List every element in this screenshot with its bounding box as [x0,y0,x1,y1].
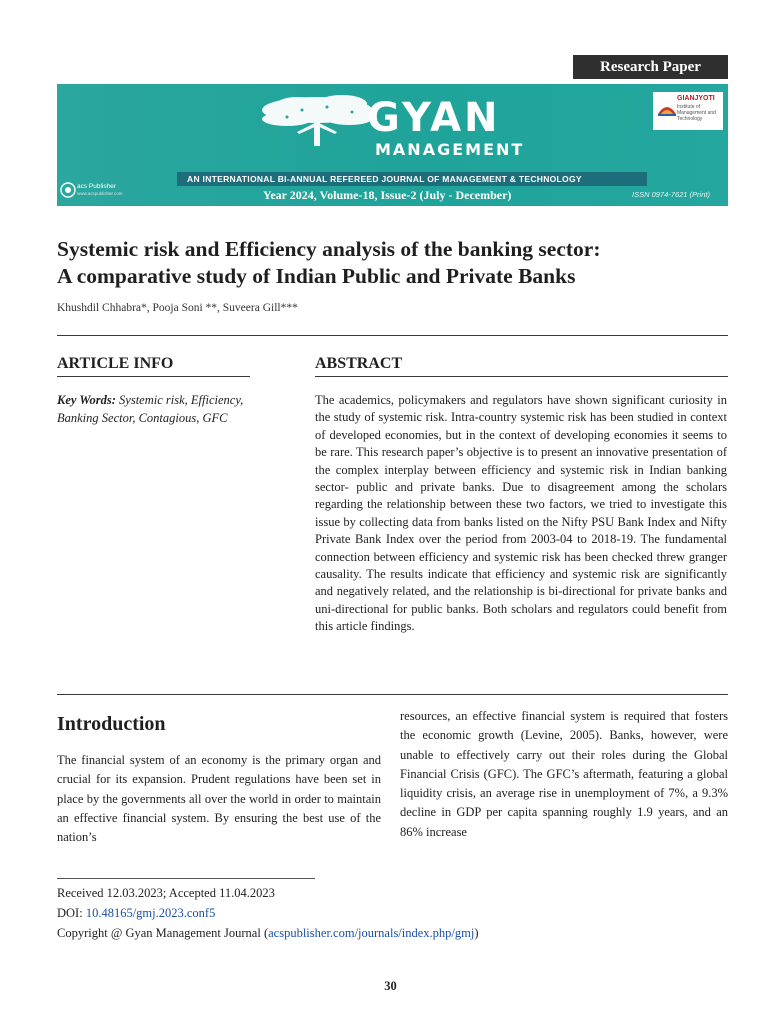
footnote-divider [57,878,315,879]
abstract-text: The academics, policymakers and regulators have shown significant curiosity in the study of systemic risk. Intra-country systemic risk has been studied in context of developed economies, but in the context of developing economies it seems to be rare. This research paper’s objective is to present an innovative presentation of the complex interplay between efficiency and systemic risk in Indian banking sector- public and private banks. Due to disagreement among the scholars regarding the relationship between these two factors, we tried to investigate this issue by collecting data from banks listed on the Nifty PSU Bank Index and Nifty Private Bank Index over the period from 2003-04 to 2018-19. The fundamental connection between efficiency and systemic risk has been checked threw granger causality. The results indicate that efficiency and systemic risk are significantly and negatively related, and the relationship is bi-directional for private banks and uni-directional for public banks. Both scholars and regulators could benefit from this article findings. [315,393,727,634]
article-title [57,236,737,290]
institute-logo-name: GIANJYOTI [677,95,715,102]
copyright-prefix: Copyright @ Gyan Management Journal ( [57,926,269,940]
divider [57,376,250,377]
divider [315,376,728,377]
introduction-column-left: The financial system of an economy is the primary organ and crucial for its expansion. Prudent regulations have been set in place by the governments all over the world in order to maintain an effective financial system. By ensuring the best use of the nation’s [57,753,381,845]
issue-info: Year 2024, Volume-18, Issue-2 (July - December) [263,188,512,202]
journal-logo-wordmark: GYAN [367,95,501,141]
publisher-logo-subtitle: www.acspublisher.com [77,191,123,196]
journal-description: AN INTERNATIONAL BI-ANNUAL REFEREED JOURNAL OF MANAGEMENT & TECHNOLOGY [187,174,582,184]
article-title-line-1: Systemic risk and Efficiency analysis of the banking sector: [57,237,601,261]
doi-label: DOI: [57,906,83,920]
page-number: 30 [384,979,397,993]
article-type-tag: Research Paper [573,55,728,79]
journal-banner [57,84,728,206]
article-authors: Khushdil Chhabra*, Pooja Soni **, Suveera Gill*** [57,302,298,314]
divider [57,335,728,336]
copyright-suffix: ) [474,926,479,940]
keywords-list: Systemic risk, Efficiency, Banking Sector, Contagious, GFC [57,393,244,425]
institute-emblem-icon [656,98,678,120]
journal-logo-subtitle: MANAGEMENT [375,140,525,159]
divider [57,694,728,695]
publisher-logo-icon [60,182,76,198]
introduction-column-right: resources, an effective financial system is required that fosters the economic growth (Levine, 2005). Banks, however, were unable to effectively carry out their roles during the Global Financial Crisis (GFC). The GFC’s aftermath, featuring a global liquidity crisis, an average rise in unemployment of 7%, a 9.3% decline in GDP per capita spanning roughly 1.9 years, and an 86% increase [400,709,728,839]
journal-link[interactable]: acspublisher.com/journals/index.php/gmj [268,926,475,940]
issn: ISSN 0974-7621 (Print) [632,190,710,199]
abstract-heading: ABSTRACT [315,355,403,372]
article-title-line-2: A comparative study of Indian Public and Private Banks [57,264,576,288]
publisher-logo-name: acs Publisher [77,183,117,190]
keywords [57,392,247,427]
keywords-label: Key Words: [57,393,116,407]
article-info-heading: ARTICLE INFO [57,355,174,372]
copyright-line [57,926,479,941]
received-dates: Received 12.03.2023; Accepted 11.04.2023 [57,886,275,900]
introduction-heading: Introduction [57,713,166,735]
doi-link[interactable]: 10.48165/gmj.2023.conf5 [85,906,216,920]
institute-logo-subtitle: Institute of Management and Technology [677,104,716,122]
doi-line [57,906,215,921]
